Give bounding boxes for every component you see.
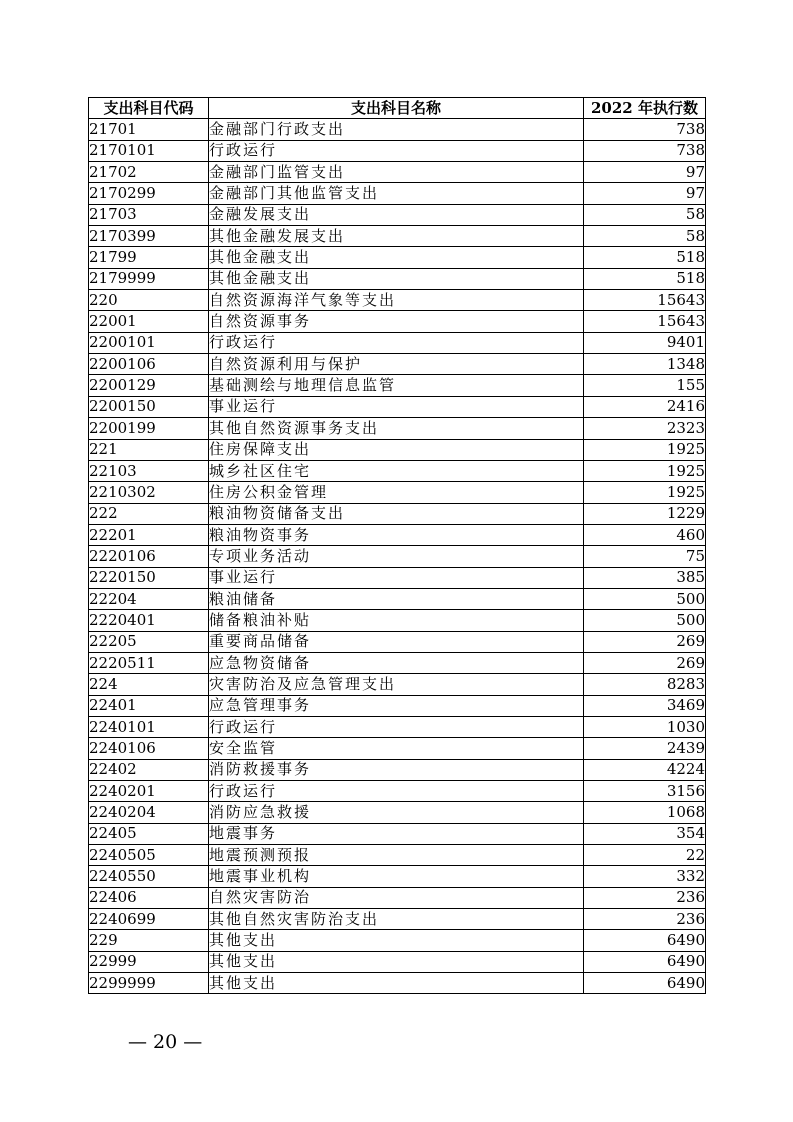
row-amount: 97 [584,162,706,183]
row-name-cell [209,781,584,802]
row-amount: 3156 [584,781,706,802]
row-name-cell [209,887,584,908]
row-name: 安全监管 [209,738,278,757]
table-row [89,802,706,823]
row-name-cell [209,845,584,866]
header-amount: 2022 年执行数 [584,98,706,119]
header-row [89,98,706,119]
row-amount: 518 [584,268,706,289]
row-amount: 3469 [584,695,706,716]
table-row [89,823,706,844]
row-code: 2240101 [89,716,209,737]
table-row [89,162,706,183]
row-name: 自然资源利用与保护 [209,354,363,373]
row-amount: 500 [584,588,706,609]
row-code: 2200101 [89,332,209,353]
row-amount: 6490 [584,951,706,972]
row-name: 灾害防治及应急管理支出 [209,674,397,693]
row-name: 自然资源事务 [209,312,312,331]
row-amount: 2323 [584,418,706,439]
table-row [89,418,706,439]
row-code: 2210302 [89,482,209,503]
row-code: 222 [89,503,209,524]
table-row [89,460,706,481]
row-name-cell [209,866,584,887]
table-row [89,119,706,140]
table-row [89,973,706,994]
row-amount: 1229 [584,503,706,524]
row-name-cell [209,738,584,759]
row-code: 2220106 [89,546,209,567]
table-row [89,140,706,161]
row-name: 消防应急救援 [209,803,312,822]
table-row [89,887,706,908]
table-row [89,631,706,652]
row-amount: 15643 [584,290,706,311]
row-amount: 236 [584,887,706,908]
row-name: 其他支出 [209,973,278,992]
row-name-cell [209,204,584,225]
row-code: 22406 [89,887,209,908]
row-code: 2240505 [89,845,209,866]
row-code: 2240106 [89,738,209,759]
row-name: 基础测绘与地理信息监管 [209,376,397,395]
table-row [89,204,706,225]
row-amount: 385 [584,567,706,588]
table-row [89,845,706,866]
row-name-cell [209,140,584,161]
budget-table [88,97,706,994]
row-name: 粮油物资储备支出 [209,504,346,523]
row-code: 2179999 [89,268,209,289]
row-code: 22001 [89,311,209,332]
table-row [89,695,706,716]
row-amount: 58 [584,226,706,247]
row-name-cell [209,759,584,780]
row-code: 221 [89,439,209,460]
row-code: 2240201 [89,781,209,802]
row-name: 应急物资储备 [209,653,312,672]
row-name-cell [209,802,584,823]
row-name: 金融发展支出 [209,205,312,224]
row-amount: 8283 [584,674,706,695]
row-code: 2240550 [89,866,209,887]
row-name-cell [209,460,584,481]
row-name: 粮油物资事务 [209,525,312,544]
row-name: 住房保障支出 [209,440,312,459]
row-code: 2220401 [89,610,209,631]
row-amount: 6490 [584,973,706,994]
row-amount: 75 [584,546,706,567]
row-name: 消防救援事务 [209,760,312,779]
table-row [89,567,706,588]
row-amount: 2439 [584,738,706,759]
row-amount: 15643 [584,311,706,332]
row-code: 2220511 [89,652,209,673]
row-amount: 22 [584,845,706,866]
table-row [89,546,706,567]
table-row [89,375,706,396]
row-amount: 269 [584,652,706,673]
row-code: 2170299 [89,183,209,204]
row-name-cell [209,183,584,204]
row-code: 21703 [89,204,209,225]
row-amount: 2416 [584,396,706,417]
row-code: 22103 [89,460,209,481]
row-name-cell [209,610,584,631]
row-code: 22205 [89,631,209,652]
table-row [89,951,706,972]
row-name: 其他金融支出 [209,248,312,267]
row-name: 城乡社区住宅 [209,461,312,480]
row-amount: 236 [584,909,706,930]
row-name: 金融部门监管支出 [209,162,346,181]
row-name-cell [209,311,584,332]
table-row [89,354,706,375]
row-name-cell [209,226,584,247]
row-name-cell [209,503,584,524]
row-name: 专项业务活动 [209,546,312,565]
header-code: 支出科目代码 [89,98,209,119]
table-row [89,759,706,780]
row-name: 其他金融支出 [209,269,312,288]
table-header [89,98,706,119]
table-row [89,738,706,759]
row-name-cell [209,823,584,844]
row-code: 2240699 [89,909,209,930]
row-name: 住房公积金管理 [209,482,329,501]
row-name: 重要商品储备 [209,632,312,651]
table-row [89,503,706,524]
row-name: 地震预测预报 [209,845,312,864]
row-name: 地震事务 [209,824,278,843]
row-name-cell [209,695,584,716]
row-name: 其他支出 [209,931,278,950]
row-name-cell [209,290,584,311]
row-name-cell [209,247,584,268]
row-name: 金融部门其他监管支出 [209,184,380,203]
table-row [89,226,706,247]
row-code: 22204 [89,588,209,609]
row-code: 2200129 [89,375,209,396]
row-name-cell [209,546,584,567]
row-name-cell [209,674,584,695]
row-name-cell [209,631,584,652]
row-name-cell [209,375,584,396]
table-body [89,119,706,994]
row-amount: 1348 [584,354,706,375]
row-name-cell [209,524,584,545]
row-amount: 332 [584,866,706,887]
table-row [89,311,706,332]
row-name-cell [209,332,584,353]
row-code: 21702 [89,162,209,183]
table-row [89,909,706,930]
row-amount: 738 [584,119,706,140]
table-row [89,524,706,545]
row-code: 2200150 [89,396,209,417]
row-name: 事业运行 [209,397,278,416]
table-row [89,588,706,609]
table-row [89,652,706,673]
row-code: 2170399 [89,226,209,247]
row-name: 其他自然灾害防治支出 [209,909,380,928]
table-row [89,332,706,353]
row-code: 2200106 [89,354,209,375]
row-code: 2240204 [89,802,209,823]
row-name-cell [209,973,584,994]
row-amount: 1925 [584,460,706,481]
row-amount: 6490 [584,930,706,951]
row-code: 22999 [89,951,209,972]
row-name-cell [209,652,584,673]
row-name: 粮油储备 [209,589,278,608]
row-name: 自然灾害防治 [209,888,312,907]
table-row [89,268,706,289]
row-name: 自然资源海洋气象等支出 [209,290,397,309]
table-row [89,674,706,695]
row-name-cell [209,930,584,951]
row-code: 22201 [89,524,209,545]
row-name: 事业运行 [209,568,278,587]
row-name-cell [209,418,584,439]
row-amount: 9401 [584,332,706,353]
row-code: 220 [89,290,209,311]
page-number: — 20 — [128,1031,203,1053]
row-code: 224 [89,674,209,695]
row-name: 其他金融发展支出 [209,226,346,245]
row-amount: 1925 [584,482,706,503]
table-row [89,716,706,737]
row-amount: 1925 [584,439,706,460]
table-row [89,781,706,802]
row-amount: 58 [584,204,706,225]
row-name: 地震事业机构 [209,867,312,886]
table-row [89,439,706,460]
row-name: 行政运行 [209,141,278,160]
row-name: 其他支出 [209,952,278,971]
row-name: 其他自然资源事务支出 [209,418,380,437]
row-amount: 97 [584,183,706,204]
row-name: 金融部门行政支出 [209,120,346,139]
table-row [89,930,706,951]
table-row [89,610,706,631]
row-name-cell [209,396,584,417]
row-amount: 269 [584,631,706,652]
row-name-cell [209,588,584,609]
table-row [89,183,706,204]
row-code: 22402 [89,759,209,780]
row-name-cell [209,482,584,503]
table-row [89,482,706,503]
row-code: 2299999 [89,973,209,994]
row-amount: 1068 [584,802,706,823]
table-row [89,866,706,887]
row-name-cell [209,268,584,289]
row-code: 2200199 [89,418,209,439]
row-code: 2220150 [89,567,209,588]
row-code: 21799 [89,247,209,268]
row-amount: 460 [584,524,706,545]
row-name: 行政运行 [209,781,278,800]
row-name-cell [209,951,584,972]
row-amount: 1030 [584,716,706,737]
row-name-cell [209,354,584,375]
row-code: 21701 [89,119,209,140]
row-amount: 518 [584,247,706,268]
row-name-cell [209,119,584,140]
row-name: 行政运行 [209,333,278,352]
row-name-cell [209,716,584,737]
row-name: 行政运行 [209,717,278,736]
row-code: 229 [89,930,209,951]
row-amount: 4224 [584,759,706,780]
row-code: 2170101 [89,140,209,161]
row-code: 22405 [89,823,209,844]
row-name: 应急管理事务 [209,696,312,715]
table-row [89,247,706,268]
row-name-cell [209,567,584,588]
row-name-cell [209,162,584,183]
row-name: 储备粮油补贴 [209,610,312,629]
header-name: 支出科目名称 [209,98,584,119]
table-row [89,396,706,417]
row-name-cell [209,909,584,930]
row-code: 22401 [89,695,209,716]
row-amount: 155 [584,375,706,396]
row-amount: 354 [584,823,706,844]
row-name-cell [209,439,584,460]
table-row [89,290,706,311]
row-amount: 500 [584,610,706,631]
row-amount: 738 [584,140,706,161]
